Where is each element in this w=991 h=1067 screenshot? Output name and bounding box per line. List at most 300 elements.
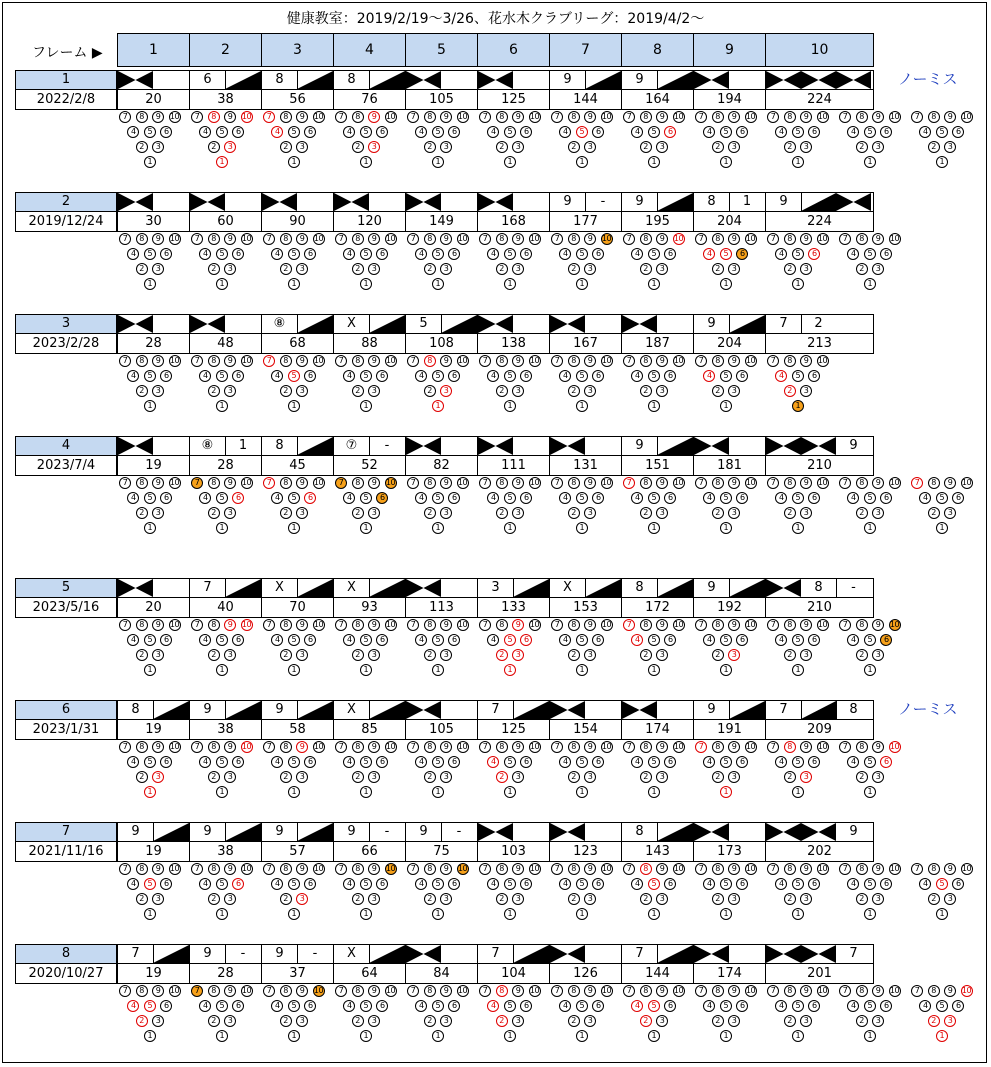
pin-6-icon: 6 [808,878,820,890]
pin-6-icon: 6 [448,126,460,138]
pin-9-icon: 9 [368,355,380,367]
spare-mark-icon [297,71,333,89]
spare-mark-icon [513,579,549,597]
frame-2-score: 48 [189,334,262,354]
pin-9-icon: 9 [656,111,668,123]
spare-mark-icon [369,315,405,333]
pin-6-icon: 6 [160,248,172,260]
pin-1-icon: 1 [576,522,588,534]
pin-7-icon: 7 [479,741,491,753]
spare [801,193,836,211]
pin-1-icon: 1 [720,522,732,534]
pin-4-icon: 4 [127,492,139,504]
pin-1-icon: 1 [792,786,804,798]
pin-6-icon: 6 [376,126,388,138]
pin-5-icon: 5 [360,878,372,890]
pin-5-icon: 5 [144,492,156,504]
pin-6-icon: 6 [952,1000,964,1012]
roll-1: 9 [707,702,716,717]
pin-5-icon: 5 [864,756,876,768]
pin-7-icon: 7 [695,619,707,631]
pin-2-icon: 2 [856,141,868,153]
pin-7-icon: 7 [191,863,203,875]
frame-1-score: 28 [117,334,190,354]
pin-7-icon: 7 [839,863,851,875]
pin-9-icon: 9 [512,355,524,367]
pin-4-icon: 4 [343,370,355,382]
pin-8-icon: 8 [640,741,652,753]
pin-9-icon: 9 [656,477,668,489]
pin-2-icon: 2 [712,771,724,783]
pin-6-icon: 6 [808,756,820,768]
pin-2-icon: 2 [208,507,220,519]
pin-2-icon: 2 [784,507,796,519]
frame-5-score: 75 [405,842,478,862]
pin-5-icon: 5 [864,634,876,646]
pin-5-icon: 5 [792,370,804,382]
pin-4-icon: 4 [559,126,571,138]
pin-9-icon: 9 [512,863,524,875]
pin-3-icon: 3 [728,771,740,783]
pin-10-icon: 10 [529,112,540,121]
pin-10-icon: 10 [241,742,252,751]
pin-10-icon: 10 [817,234,828,243]
pin-10-icon: 10 [313,864,324,873]
pin-1-icon: 1 [144,278,156,290]
pin-2-icon: 2 [208,1015,220,1027]
pin-5-icon: 5 [288,756,300,768]
pin-6-icon: 6 [520,248,532,260]
frame-1-score: 20 [117,90,190,110]
frame-header-3: 3 [261,33,334,67]
pin-5-icon: 5 [504,126,516,138]
pin-6-icon: 6 [520,370,532,382]
pin-4-icon: 4 [703,634,715,646]
pin-1-icon: 1 [144,664,156,676]
roll-1: 9 [563,72,572,87]
pin-4-icon: 4 [415,756,427,768]
pin-7-icon: 7 [407,233,419,245]
strike-mark-icon [406,701,441,719]
pin-5-icon: 5 [432,492,444,504]
pin-1-icon: 1 [936,1030,948,1042]
pin-6-icon: 6 [736,878,748,890]
strike [694,437,729,455]
spare-mark-icon [297,701,333,719]
pin-4-icon: 4 [775,370,787,382]
pin-6-icon: 6 [232,492,244,504]
strike-mark-icon [478,823,513,841]
pin-9-icon: 9 [944,985,956,997]
pin-5-icon: 5 [864,126,876,138]
pin-1-icon: 1 [576,664,588,676]
pin-3-icon: 3 [224,263,236,275]
pin-8-icon: 8 [208,477,220,489]
pin-8-icon: 8 [928,863,940,875]
frame-7-rolls [549,578,622,598]
pin-2-icon: 2 [136,263,148,275]
spare [513,701,549,719]
pin-2-icon: 2 [208,263,220,275]
pin-6-icon: 6 [880,878,892,890]
pin-9-icon: 9 [368,985,380,997]
pin-10-icon: 10 [817,742,828,751]
strike-mark-icon [478,193,513,211]
pin-2-icon: 2 [424,141,436,153]
strike-mark-icon [334,193,369,211]
pin-3-icon: 3 [152,649,164,661]
strike [801,823,836,841]
pin-1-icon: 1 [288,786,300,798]
pin-3-icon: 3 [296,507,308,519]
pin-1-icon: 1 [864,908,876,920]
roll-1: 6 [203,72,212,87]
pin-6-icon: 6 [952,126,964,138]
pin-10-icon: 10 [385,478,396,487]
pin-5-icon: 5 [792,756,804,768]
roll-1: 8 [275,438,284,453]
roll-1: 9 [203,702,212,717]
pin-6-icon: 6 [736,248,748,260]
pin-9-icon: 9 [728,985,740,997]
frame-1-rolls [117,822,190,842]
pin-10-icon: 10 [745,112,756,121]
spare-mark-icon [369,579,405,597]
pin-1-icon: 1 [936,156,948,168]
pin-7-icon: 7 [623,477,635,489]
pin-3-icon: 3 [440,1015,452,1027]
pin-10-icon: 10 [529,478,540,487]
pin-3-icon: 3 [728,141,740,153]
pin-4-icon: 4 [847,248,859,260]
pin-5-icon: 5 [432,634,444,646]
spare [297,315,333,333]
pin-10-icon: 10 [961,478,972,487]
roll-1: 8 [347,72,356,87]
pin-4-icon: 4 [271,492,283,504]
spare-mark-icon [657,945,693,963]
pin-4-icon: 4 [199,248,211,260]
pin-7-icon: 7 [839,477,851,489]
pin-2-icon: 2 [568,507,580,519]
pin-8-icon: 8 [280,111,292,123]
pin-5-icon: 5 [720,248,732,260]
pin-7-icon: 7 [839,985,851,997]
pin-7-icon: 7 [695,741,707,753]
pin-2-icon: 2 [568,771,580,783]
pin-1-icon: 1 [576,400,588,412]
pin-9-icon: 9 [656,863,668,875]
pin-3-icon: 3 [296,649,308,661]
pin-4-icon: 4 [127,878,139,890]
pin-10-icon: 10 [529,356,540,365]
pin-6-icon: 6 [880,248,892,260]
pin-3-icon: 3 [584,1015,596,1027]
pin-3-icon: 3 [440,263,452,275]
pin-9-icon: 9 [800,741,812,753]
pin-5-icon: 5 [288,126,300,138]
pin-1-icon: 1 [720,786,732,798]
roll-1: 9 [707,316,716,331]
pin-4-icon: 4 [703,1000,715,1012]
frame-10-score: 224 [765,212,874,232]
pin-8-icon: 8 [856,863,868,875]
pin-2-icon: 2 [640,263,652,275]
pin-7-icon: 7 [551,863,563,875]
pin-8-icon: 8 [136,111,148,123]
pin-7-icon: 7 [191,233,203,245]
pin-1-icon: 1 [360,908,372,920]
pin-10-icon: 10 [313,478,324,487]
pin-1-icon: 1 [864,1030,876,1042]
roll-3: 9 [849,824,858,839]
roll-1: 8 [131,702,140,717]
pin-9-icon: 9 [872,233,884,245]
pin-3-icon: 3 [656,1015,668,1027]
pin-10-icon: 10 [961,864,972,873]
pin-10-icon: 10 [241,234,252,243]
pin-7-icon: 7 [263,985,275,997]
game-date: 2020/10/27 [15,964,117,984]
frame-10-score: 224 [765,90,874,110]
pin-9-icon: 9 [512,233,524,245]
pin-7-icon: 7 [767,741,779,753]
pin-8-icon: 8 [280,741,292,753]
pin-6-icon: 6 [304,126,316,138]
pin-2-icon: 2 [352,893,364,905]
pin-2-icon: 2 [136,141,148,153]
spare [225,823,261,841]
pin-9-icon: 9 [296,863,308,875]
strike [801,945,836,963]
pin-2-icon: 2 [424,1015,436,1027]
pin-3-icon: 3 [584,507,596,519]
frame-2-rolls [189,822,262,842]
pin-5-icon: 5 [288,370,300,382]
pin-2-icon: 2 [784,385,796,397]
pin-10-icon: 10 [313,112,324,121]
frame-4-score: 76 [333,90,406,110]
strike-mark-icon [550,437,585,455]
pin-4-icon: 4 [559,370,571,382]
pin-5-icon: 5 [504,248,516,260]
pin-4-icon: 4 [847,126,859,138]
pin-3-icon: 3 [584,263,596,275]
strike [406,437,441,455]
spare-mark-icon [729,701,765,719]
pin-3-icon: 3 [800,385,812,397]
frame-2-score: 38 [189,720,262,740]
pin-8-icon: 8 [496,111,508,123]
pin-10-icon: 10 [313,234,324,243]
pin-3-icon: 3 [296,385,308,397]
pin-10-icon: 10 [529,742,540,751]
pin-2-icon: 2 [568,263,580,275]
strike [766,823,801,841]
pin-5-icon: 5 [288,1000,300,1012]
pin-8-icon: 8 [712,477,724,489]
pin-2-icon: 2 [352,1015,364,1027]
pin-5-icon: 5 [576,370,588,382]
pin-7-icon: 7 [191,741,203,753]
roll-1: ⑧ [201,438,214,453]
pin-5-icon: 5 [792,126,804,138]
pin-3-icon: 3 [296,893,308,905]
pin-9-icon: 9 [152,863,164,875]
strike [406,579,441,597]
frame-9-score: 191 [693,720,766,740]
pin-9-icon: 9 [728,233,740,245]
frame-header-1: 1 [117,33,190,67]
pin-9-icon: 9 [368,741,380,753]
pin-3-icon: 3 [656,649,668,661]
pin-3-icon: 3 [152,141,164,153]
pin-3-icon: 3 [368,141,380,153]
frame-2-score: 38 [189,842,262,862]
roll-1: 9 [779,194,788,209]
pin-3-icon: 3 [224,649,236,661]
divider [801,193,802,211]
pin-4-icon: 4 [487,248,499,260]
pin-1-icon: 1 [720,278,732,290]
pin-4-icon: 4 [271,1000,283,1012]
pin-2-icon: 2 [352,141,364,153]
strike [801,71,836,89]
pin-3-icon: 3 [800,771,812,783]
spare [801,701,836,719]
pin-7-icon: 7 [767,233,779,245]
pin-9-icon: 9 [224,985,236,997]
pin-3-icon: 3 [872,1015,884,1027]
frame-1-rolls [117,944,190,964]
pin-10-icon: 10 [385,112,396,121]
pin-3-icon: 3 [368,771,380,783]
pin-1-icon: 1 [792,1030,804,1042]
pin-8-icon: 8 [424,233,436,245]
pin-7-icon: 7 [551,111,563,123]
frame-10-score: 202 [765,842,874,862]
spare [153,945,189,963]
pin-2-icon: 2 [640,507,652,519]
pin-7-icon: 7 [695,111,707,123]
frame-3-score: 58 [261,720,334,740]
pin-7-icon: 7 [191,477,203,489]
roll-1: X [347,946,356,961]
pin-8-icon: 8 [136,863,148,875]
pin-10-icon: 10 [601,864,612,873]
strike [406,193,441,211]
pin-4-icon: 4 [631,126,643,138]
pin-9-icon: 9 [296,985,308,997]
frame-10-score: 213 [765,334,874,354]
pin-2-icon: 2 [424,771,436,783]
pin-8-icon: 8 [280,233,292,245]
pin-3-icon: 3 [368,263,380,275]
pin-4-icon: 4 [775,492,787,504]
pin-4-icon: 4 [919,878,931,890]
pin-6-icon: 6 [880,1000,892,1012]
spare [369,71,405,89]
pin-2-icon: 2 [424,263,436,275]
pin-5-icon: 5 [864,248,876,260]
pin-6-icon: 6 [304,878,316,890]
pin-2-icon: 2 [856,1015,868,1027]
spare-mark-icon [153,823,189,841]
pin-3-icon: 3 [728,1015,740,1027]
pin-3-icon: 3 [656,385,668,397]
pin-7-icon: 7 [335,863,347,875]
frame-8-score: 143 [621,842,694,862]
strike [694,71,729,89]
pin-3-icon: 3 [440,649,452,661]
pin-4-icon: 4 [847,878,859,890]
pin-1-icon: 1 [864,278,876,290]
pin-2-icon: 2 [280,893,292,905]
pin-10-icon: 10 [385,234,396,243]
pin-1-icon: 1 [360,156,372,168]
roll-2: 8 [814,580,823,595]
frame-4-rolls [333,578,406,598]
pin-6-icon: 6 [448,756,460,768]
frame-6-score: 111 [477,456,550,476]
frame-header-9: 9 [693,33,766,67]
pin-3-icon: 3 [296,1015,308,1027]
pin-2-icon: 2 [568,893,580,905]
pin-1-icon: 1 [792,156,804,168]
pin-6-icon: 6 [232,756,244,768]
pin-4-icon: 4 [631,756,643,768]
pin-8-icon: 8 [784,619,796,631]
pin-10-icon: 10 [385,864,396,873]
strike-mark-icon [550,945,585,963]
frame-6-score: 103 [477,842,550,862]
pin-4-icon: 4 [127,370,139,382]
pin-10-icon: 10 [961,986,972,995]
pin-1-icon: 1 [648,664,660,676]
pin-3-icon: 3 [584,385,596,397]
pin-5-icon: 5 [936,126,948,138]
spare [657,71,693,89]
pin-6-icon: 6 [304,1000,316,1012]
frame-2-score: 40 [189,598,262,618]
pin-1-icon: 1 [360,1030,372,1042]
game-note: ノーミス [898,70,958,88]
pin-10-icon: 10 [817,986,828,995]
pin-5-icon: 5 [144,634,156,646]
pin-1-icon: 1 [432,400,444,412]
roll-1: X [347,316,356,331]
pin-6-icon: 6 [520,126,532,138]
pin-2-icon: 2 [928,893,940,905]
roll-2: - [600,194,606,209]
strike [118,193,153,211]
pin-1-icon: 1 [792,664,804,676]
pin-8-icon: 8 [568,619,580,631]
strike-mark-icon [478,315,513,333]
pin-10-icon: 10 [529,986,540,995]
pin-7-icon: 7 [479,477,491,489]
pin-8-icon: 8 [352,741,364,753]
pin-1-icon: 1 [288,908,300,920]
pin-10-icon: 10 [313,986,324,995]
spare-mark-icon [369,945,405,963]
pin-2-icon: 2 [496,1015,508,1027]
pin-8-icon: 8 [856,477,868,489]
frame-6-score: 168 [477,212,550,232]
pin-10-icon: 10 [241,112,252,121]
pin-3-icon: 3 [584,893,596,905]
frame-3-rolls [261,700,334,720]
